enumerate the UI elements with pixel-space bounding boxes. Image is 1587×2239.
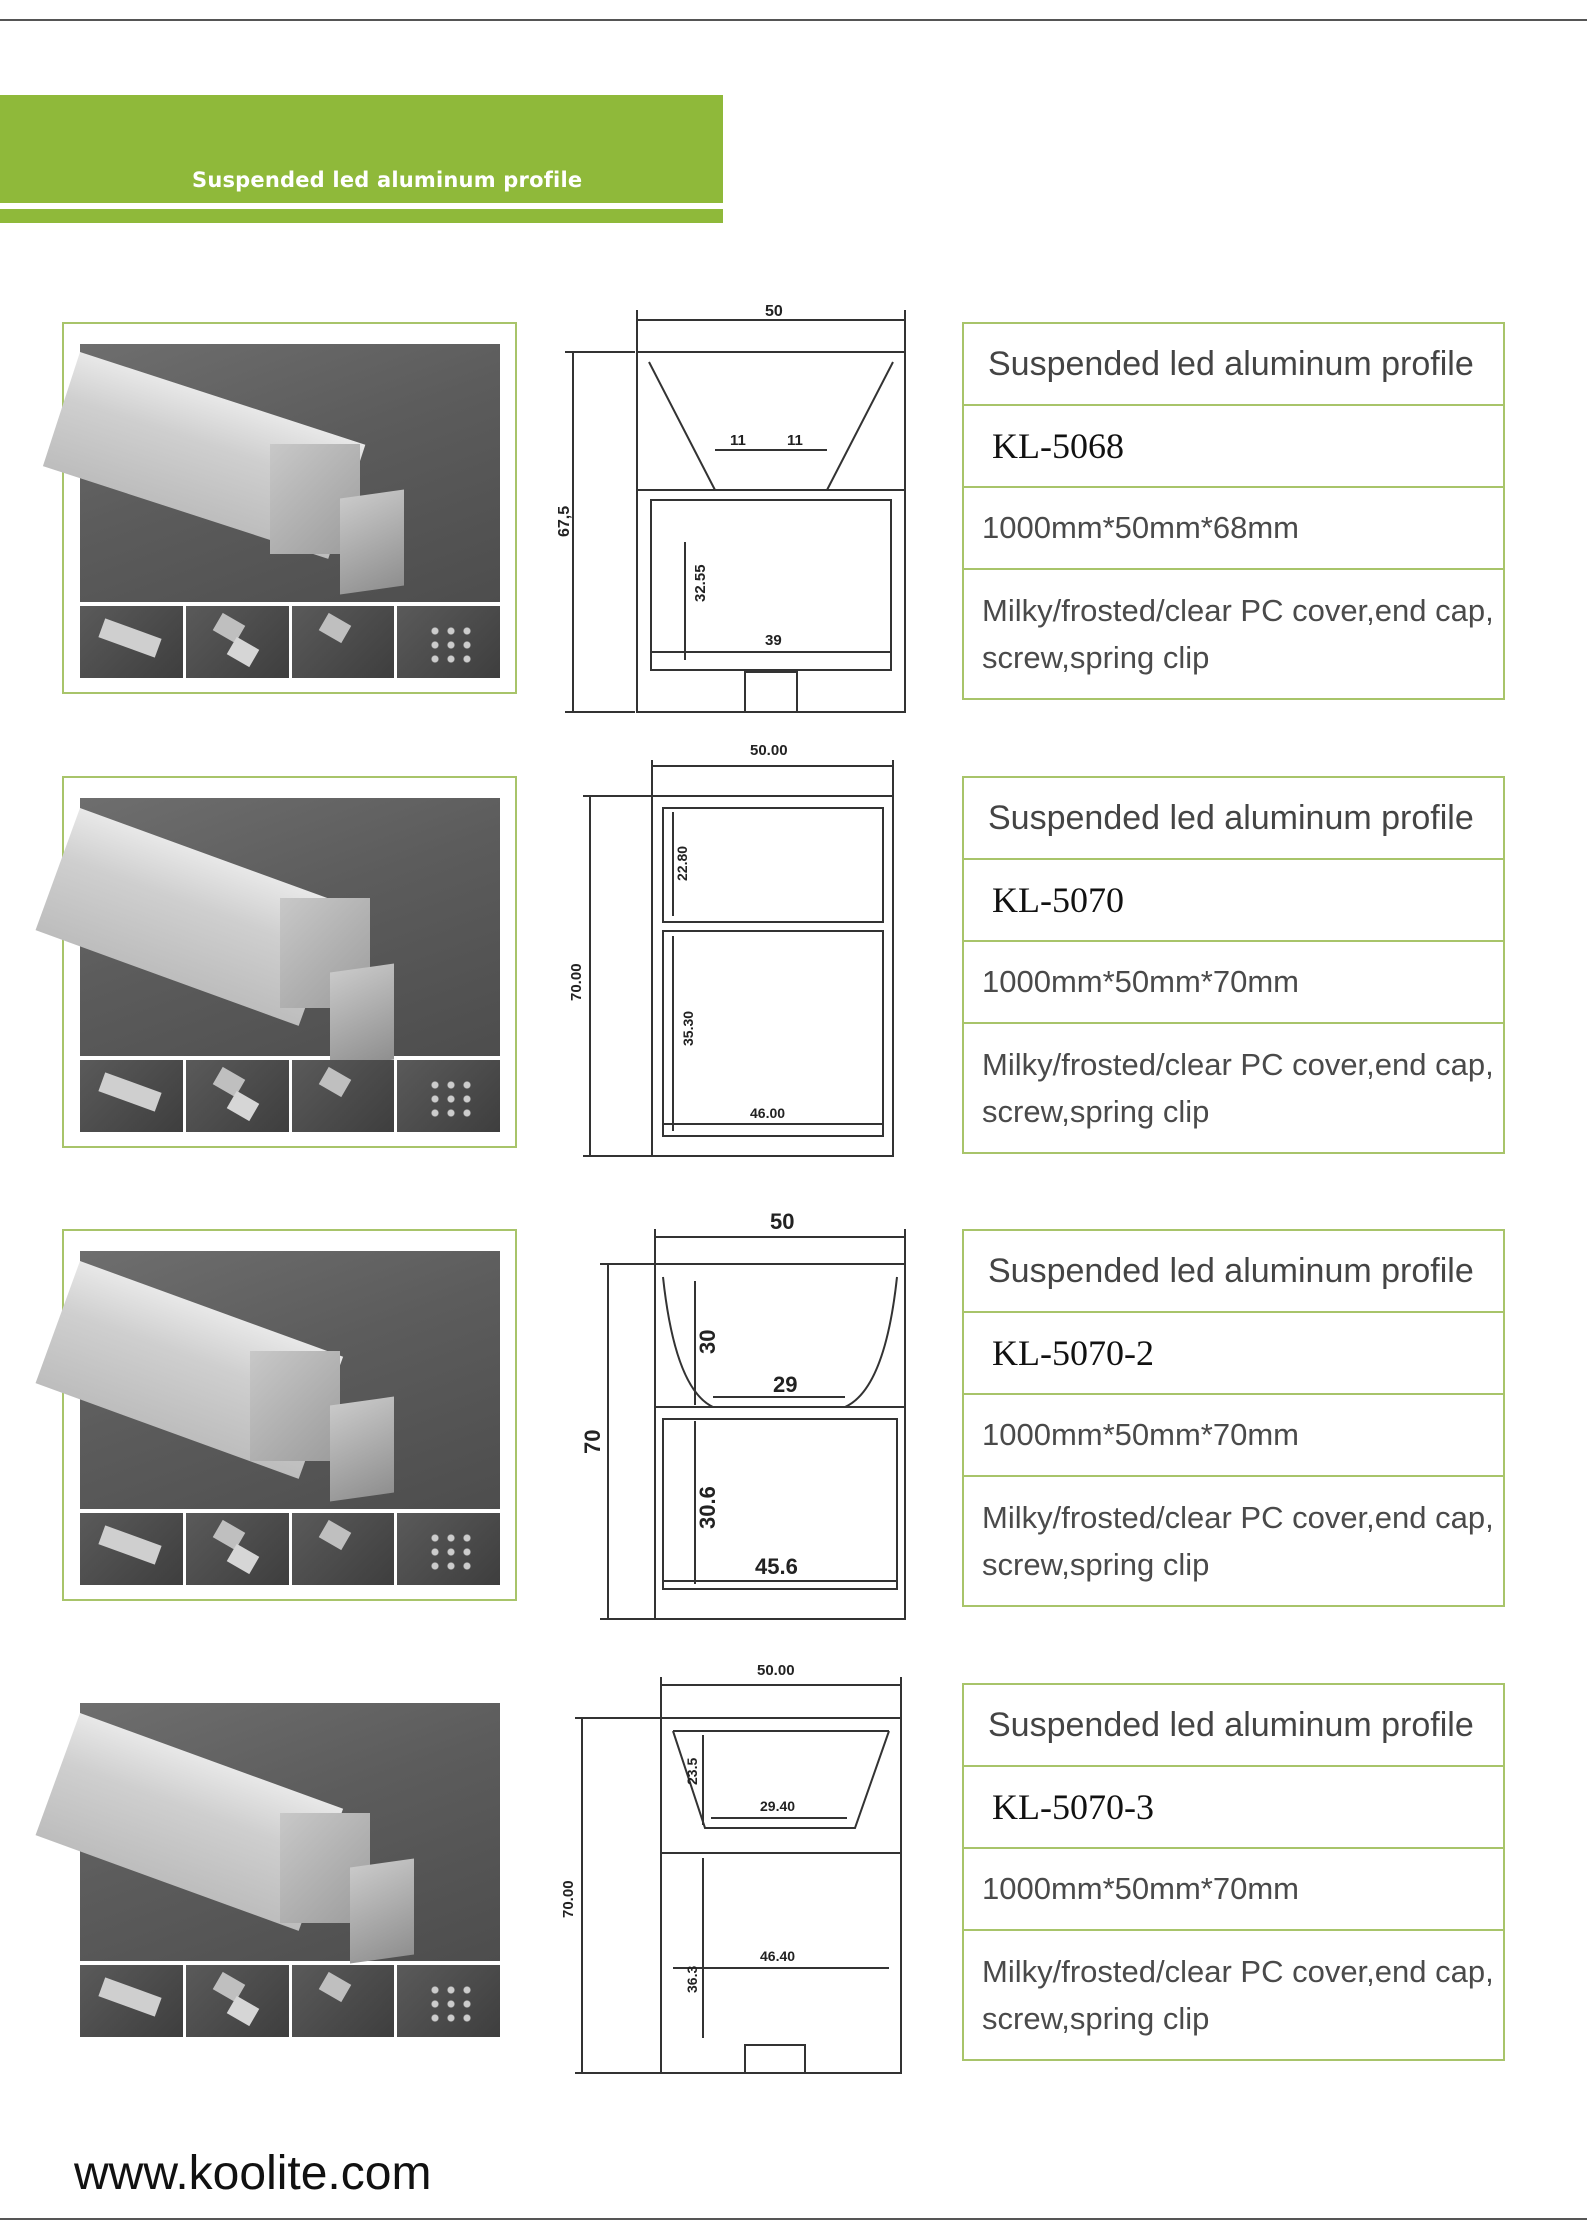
spec-accessories-line-2: screw,spring clip [982,2001,1210,2036]
drawing-dim-1: 23.5 [684,1757,700,1785]
accessory-thumbnails [80,1965,500,2037]
end-cap-thumbnail [186,1965,289,2037]
spec-model: KL-5070-3 [964,1767,1503,1849]
spec-accessories-line-2: screw,spring clip [982,1547,1210,1582]
accessory-thumbnails [80,606,500,678]
screws-thumbnail [397,1513,500,1585]
spec-table [962,776,1505,1154]
drawing-dim-3: 46.00 [750,1105,786,1121]
product-row-2 [0,742,1587,1156]
drawing-dim-2: 29.40 [760,1798,796,1814]
end-cap-thumbnail [186,1060,289,1132]
spec-model: KL-5070 [964,860,1503,942]
spec-dimensions: 1000mm*50mm*68mm [964,488,1503,570]
profile-drawing [555,1209,925,1629]
drawing-dim-4: 46.40 [760,1948,796,1964]
drawing-dim-3: 36.3 [684,1965,700,1993]
drawing-height-label: 67,5 [556,505,573,537]
product-photo-frame [62,322,517,694]
drawing-dim-1: 22.80 [674,845,690,881]
profile-drawing [555,302,925,722]
drawing-height-label: 70.00 [560,1880,577,1918]
product-photo [80,1703,500,1961]
screws-thumbnail [397,1060,500,1132]
spec-accessories [964,1024,1503,1152]
screws-thumbnail [397,606,500,678]
spec-accessories [964,570,1503,698]
spring-clip-thumbnail [292,1060,395,1132]
footer-url: www.koolite.com [74,2147,432,2200]
spec-model: KL-5068 [964,406,1503,488]
product-photo-frame [62,1229,517,1601]
spec-title: Suspended led aluminum profile [964,1685,1503,1767]
drawing-dim-2: 35.30 [680,1010,696,1046]
banner-underline [0,209,723,223]
spec-accessories-line-1: Milky/frosted/clear PC cover,end cap, [982,1047,1494,1082]
drawing-height-label: 70.00 [568,963,585,1001]
product-photo-frame [62,1683,517,2055]
spec-title: Suspended led aluminum profile [964,1231,1503,1313]
drawing-dim-2: 29 [773,1372,798,1397]
spec-table [962,1229,1505,1607]
spec-dimensions: 1000mm*50mm*70mm [964,942,1503,1024]
end-cap-thumbnail [186,1513,289,1585]
drawing-width-label: 50 [765,303,783,320]
spring-clip-thumbnail [292,1513,395,1585]
drawing-dim-1: 11 [730,432,746,449]
product-photo [80,1251,500,1509]
drawing-dim-4: 45.6 [755,1554,798,1579]
spec-accessories [964,1931,1503,2059]
spec-accessories-line-2: screw,spring clip [982,1094,1210,1129]
spec-title: Suspended led aluminum profile [964,324,1503,406]
spec-dimensions: 1000mm*50mm*70mm [964,1395,1503,1477]
drawing-dim-4: 39 [765,632,782,649]
accessory-thumbnails [80,1513,500,1585]
product-row-3 [0,1209,1587,1609]
profile-drawing [555,1663,925,2083]
profile-drawing [555,742,925,1176]
drawing-height-label: 70 [580,1429,605,1454]
spec-model: KL-5070-2 [964,1313,1503,1395]
spec-accessories-line-2: screw,spring clip [982,640,1210,675]
drawing-dim-3: 30.6 [695,1486,720,1529]
bottom-rule [0,2218,1587,2220]
product-photo [80,798,500,1056]
drawing-dim-1: 30 [695,1329,720,1354]
spec-accessories-line-1: Milky/frosted/clear PC cover,end cap, [982,593,1494,628]
spec-accessories-line-1: Milky/frosted/clear PC cover,end cap, [982,1954,1494,1989]
screws-thumbnail [397,1965,500,2037]
drawing-width-label: 50.00 [757,1662,795,1679]
accessory-thumbnails [80,1060,500,1132]
product-row-1 [0,303,1587,702]
drawing-dim-2: 11 [787,432,803,449]
spec-dimensions: 1000mm*50mm*70mm [964,1849,1503,1931]
cover-thumbnail [80,1060,183,1132]
cover-thumbnail [80,606,183,678]
product-row-4 [0,1662,1587,2063]
spec-accessories [964,1477,1503,1605]
spring-clip-thumbnail [292,606,395,678]
drawing-dim-3: 32.55 [692,564,709,602]
product-photo-frame [62,776,517,1148]
drawing-width-label: 50 [770,1209,795,1234]
cover-thumbnail [80,1965,183,2037]
end-cap-thumbnail [186,606,289,678]
spec-title: Suspended led aluminum profile [964,778,1503,860]
top-rule [0,19,1587,21]
banner-title: Suspended led aluminum profile [192,168,583,192]
spec-accessories-line-1: Milky/frosted/clear PC cover,end cap, [982,1500,1494,1535]
spec-table [962,1683,1505,2061]
spec-table [962,322,1505,700]
product-photo [80,344,500,602]
spring-clip-thumbnail [292,1965,395,2037]
drawing-width-label: 50.00 [750,742,788,759]
cover-thumbnail [80,1513,183,1585]
